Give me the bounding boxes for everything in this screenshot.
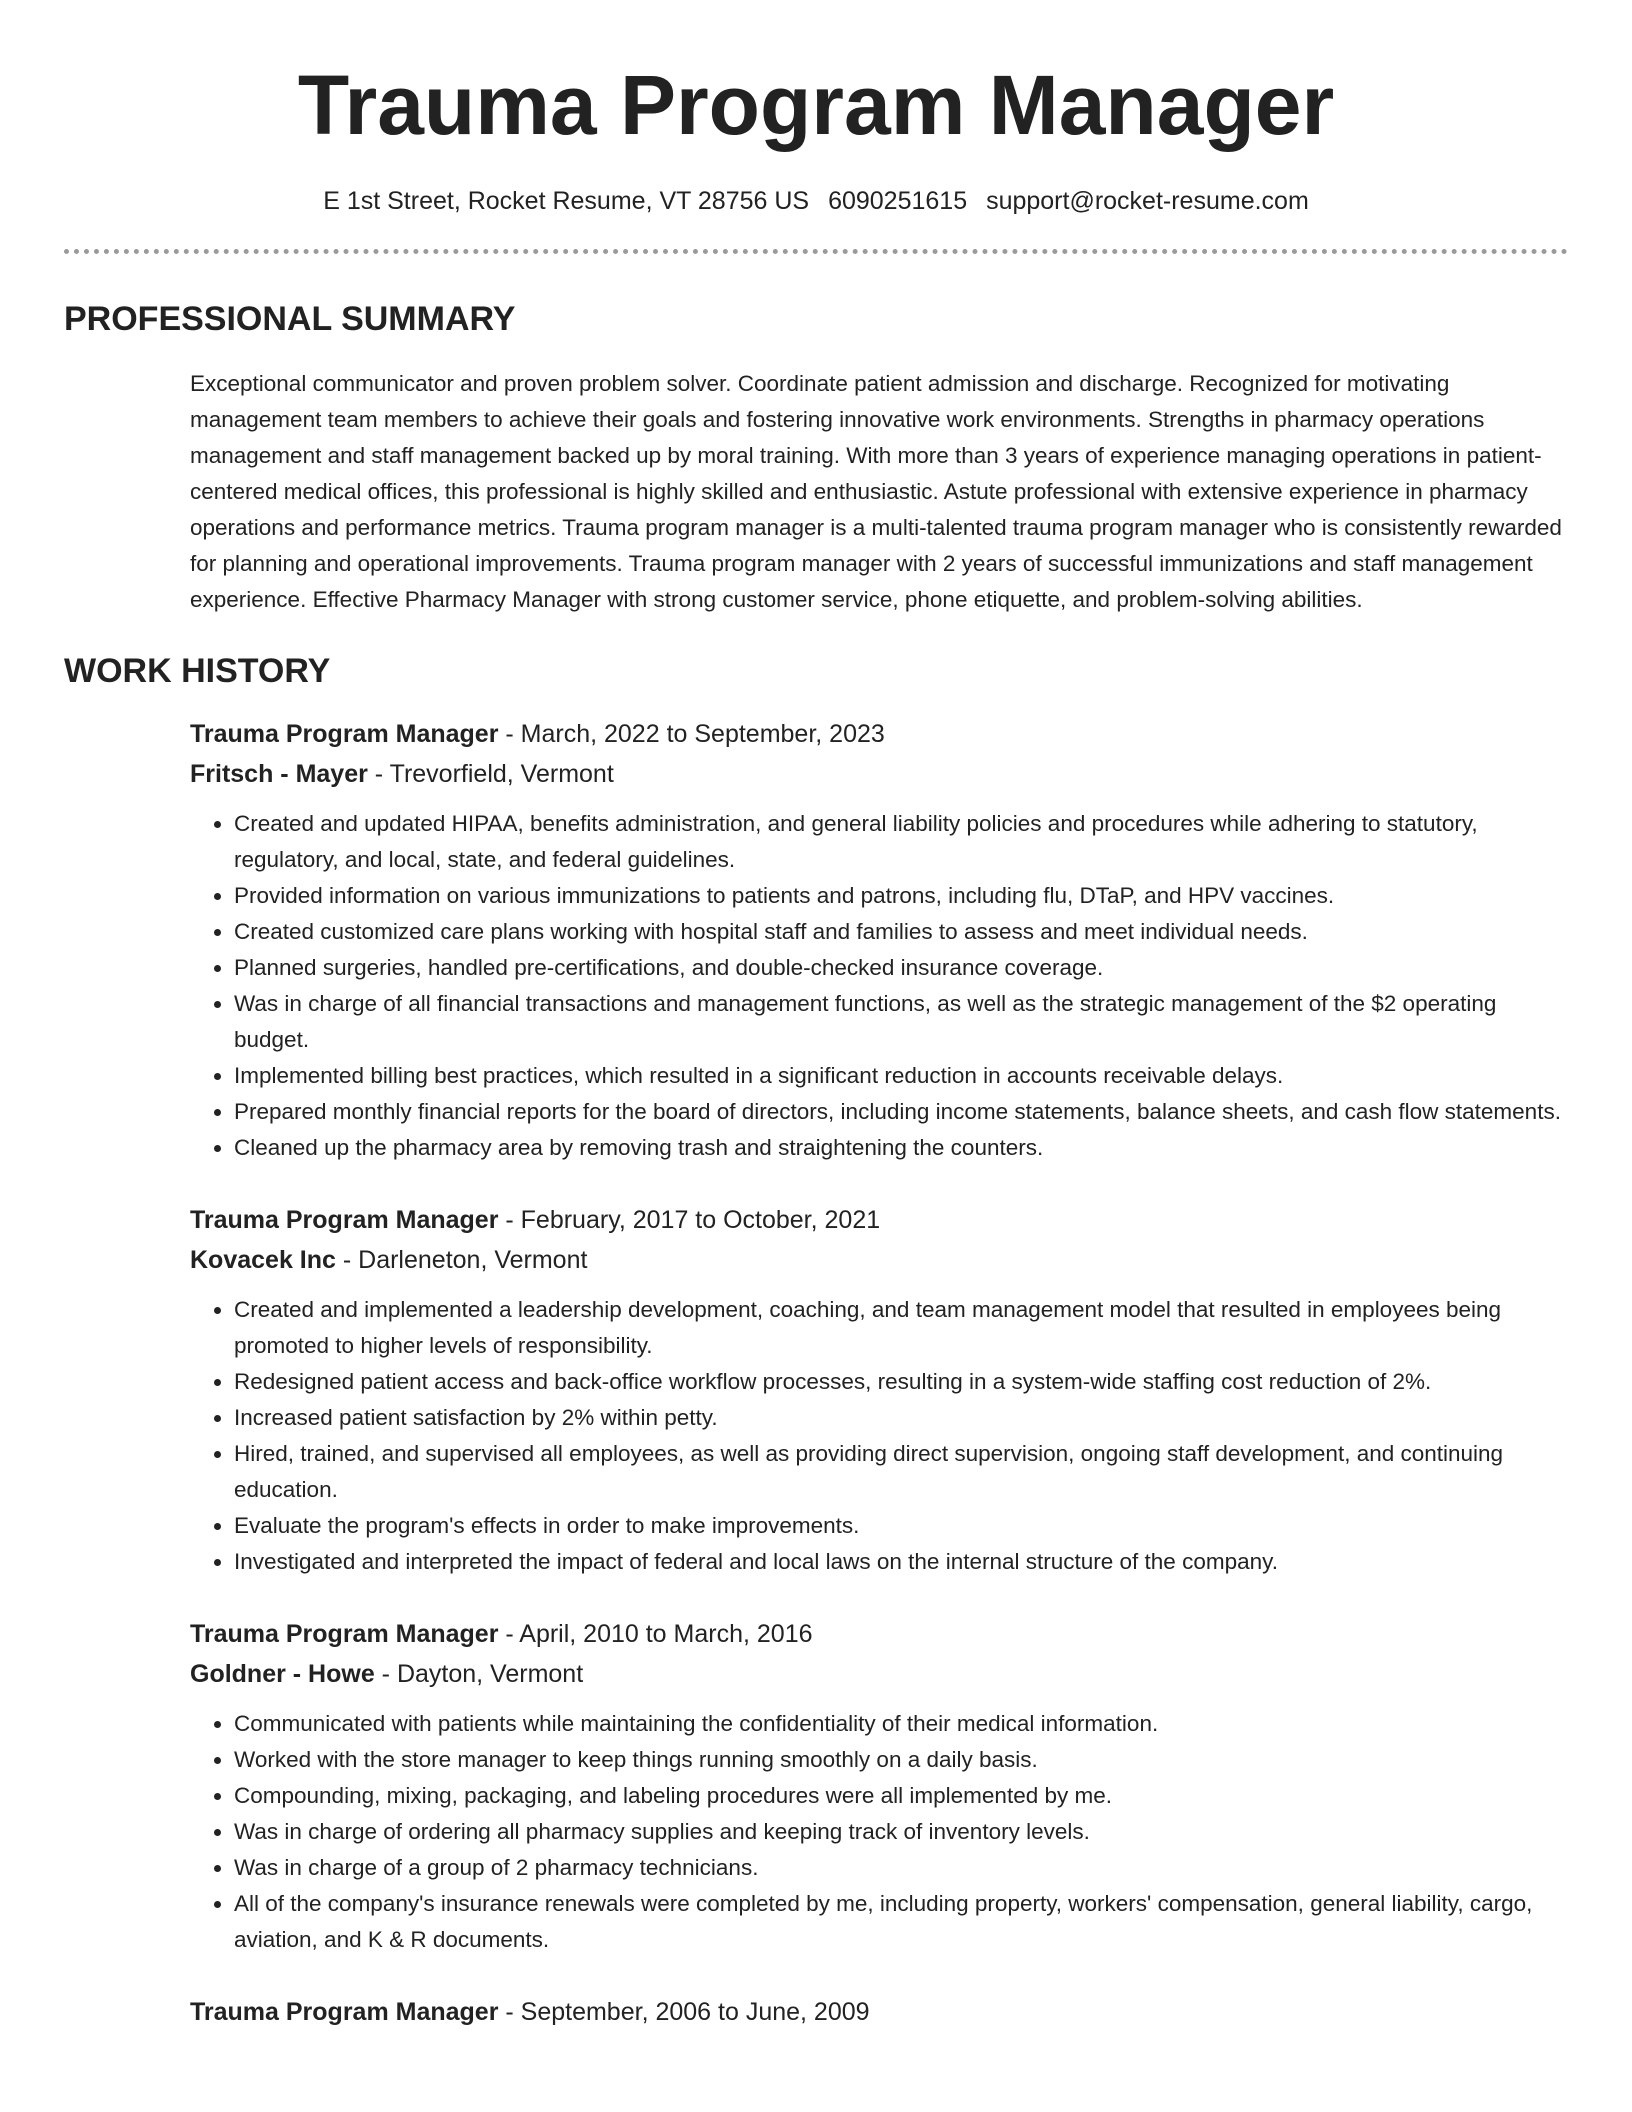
- job-dates: - September, 2006 to June, 2009: [498, 1998, 870, 2026]
- job-entry: [190, 1992, 1568, 2032]
- job-bullet: • Was in charge of a group of 2 pharmacy technicians.: [234, 1850, 1568, 1886]
- job-dates: - April, 2010 to March, 2016: [498, 1620, 813, 1648]
- section-title-work-history: WORK HISTORY: [64, 652, 331, 690]
- job-bullet: • All of the company's insurance renewals were completed by me, including property, workers' compensation, general liability, cargo, aviation, and K & R documents.: [234, 1886, 1568, 1958]
- job-title-line: [190, 1614, 1568, 1654]
- company-location: - Trevorfield, Vermont: [367, 760, 614, 788]
- job-bullet: • Hired, trained, and supervised all employees, as well as providing direct supervision, ongoing staff development, and continuing education.: [234, 1436, 1568, 1508]
- job-title-line: [190, 714, 1568, 754]
- job-bullet: • Created and updated HIPAA, benefits administration, and general liability policies and procedures while adhering to statutory, regulatory, and local, state, and federal guidelines.: [234, 806, 1568, 878]
- job-bullet: • Provided information on various immunizations to patients and patrons, including flu, DTaP, and HPV vaccines.: [234, 878, 1568, 914]
- job-bullet: • Worked with the store manager to keep things running smoothly on a daily basis.: [234, 1742, 1568, 1778]
- job-bullets: [190, 806, 1568, 1166]
- job-title: Trauma Program Manager: [190, 720, 499, 748]
- job-entry: [190, 1614, 1568, 1958]
- job-bullet: • Redesigned patient access and back-office workflow processes, resulting in a system-wide staffing cost reduction of 2%.: [234, 1364, 1568, 1400]
- job-bullet: • Communicated with patients while maintaining the confidentiality of their medical information.: [234, 1706, 1568, 1742]
- header-divider: [64, 249, 1568, 254]
- job-title: Trauma Program Manager: [190, 1998, 499, 2026]
- job-dates: - March, 2022 to September, 2023: [498, 720, 885, 748]
- company-line: [190, 1654, 1568, 1694]
- job-bullet: • Compounding, mixing, packaging, and labeling procedures were all implemented by me.: [234, 1778, 1568, 1814]
- job-bullet: • Was in charge of ordering all pharmacy supplies and keeping track of inventory levels.: [234, 1814, 1568, 1850]
- company-name: Goldner - Howe: [190, 1660, 375, 1688]
- job-bullet: • Increased patient satisfaction by 2% within petty.: [234, 1400, 1568, 1436]
- contact-email: support@rocket-resume.com: [986, 187, 1309, 215]
- job-bullet: • Evaluate the program's effects in order to make improvements.: [234, 1508, 1568, 1544]
- job-bullet: • Was in charge of all financial transactions and management functions, as well as the strategic management of the $2 operating budget.: [234, 986, 1568, 1058]
- job-bullet: • Cleaned up the pharmacy area by removing trash and straightening the counters.: [234, 1130, 1568, 1166]
- job-bullet: • Planned surgeries, handled pre-certifications, and double-checked insurance coverage.: [234, 950, 1568, 986]
- page-title: Trauma Program Manager: [297, 58, 1335, 152]
- company-line: [190, 1240, 1568, 1280]
- section-title-summary: PROFESSIONAL SUMMARY: [64, 300, 516, 338]
- job-bullet: • Created customized care plans working with hospital staff and families to assess and meet individual needs.: [234, 914, 1568, 950]
- job-title: Trauma Program Manager: [190, 1620, 499, 1648]
- job-bullet: • Created and implemented a leadership development, coaching, and team management model that resulted in employees being promoted to higher levels of responsibility.: [234, 1292, 1568, 1364]
- job-title-line: [190, 1992, 1568, 2032]
- company-location: - Darleneton, Vermont: [335, 1246, 588, 1274]
- company-line: [190, 754, 1568, 794]
- job-title-line: [190, 1200, 1568, 1240]
- job-entry: [190, 714, 1568, 1166]
- job-title: Trauma Program Manager: [190, 1206, 499, 1234]
- job-bullets: [190, 1292, 1568, 1580]
- company-name: Fritsch - Mayer: [190, 760, 368, 788]
- company-location: - Dayton, Vermont: [374, 1660, 584, 1688]
- job-bullet: • Implemented billing best practices, which resulted in a significant reduction in accounts receivable delays.: [234, 1058, 1568, 1094]
- contact-address: E 1st Street, Rocket Resume, VT 28756 US: [323, 187, 810, 215]
- resume-page: [64, 0, 1568, 2032]
- summary-paragraph: Exceptional communicator and proven problem solver. Coordinate patient admission and discharge. Recognized for motivating management team members to achieve their goals and fostering innovative work environments. Strengths in pharmacy operations management and staff management backed up by moral training. With more than 3 years of experience managing operations in patient-centered medical offices, this professional is highly skilled and enthusiastic. Astute professional with extensive experience in pharmacy operations and performance metrics. Trauma program manager is a multi-talented trauma program manager who is consistently rewarded for planning and operational improvements. Trauma program manager with 2 years of successful immunizations and staff management experience. Effective Pharmacy Manager with strong customer service, phone etiquette, and problem-solving abilities.: [190, 371, 1562, 612]
- job-bullet: • Investigated and interpreted the impact of federal and local laws on the internal structure of the company.: [234, 1544, 1568, 1580]
- contact-line: [64, 184, 1568, 218]
- job-entry: [190, 1200, 1568, 1580]
- job-dates: - February, 2017 to October, 2021: [498, 1206, 881, 1234]
- job-bullets: [190, 1706, 1568, 1958]
- company-name: Kovacek Inc: [190, 1246, 336, 1274]
- contact-phone: 6090251615: [828, 187, 968, 215]
- job-bullet: • Prepared monthly financial reports for the board of directors, including income statements, balance sheets, and cash flow statements.: [234, 1094, 1568, 1130]
